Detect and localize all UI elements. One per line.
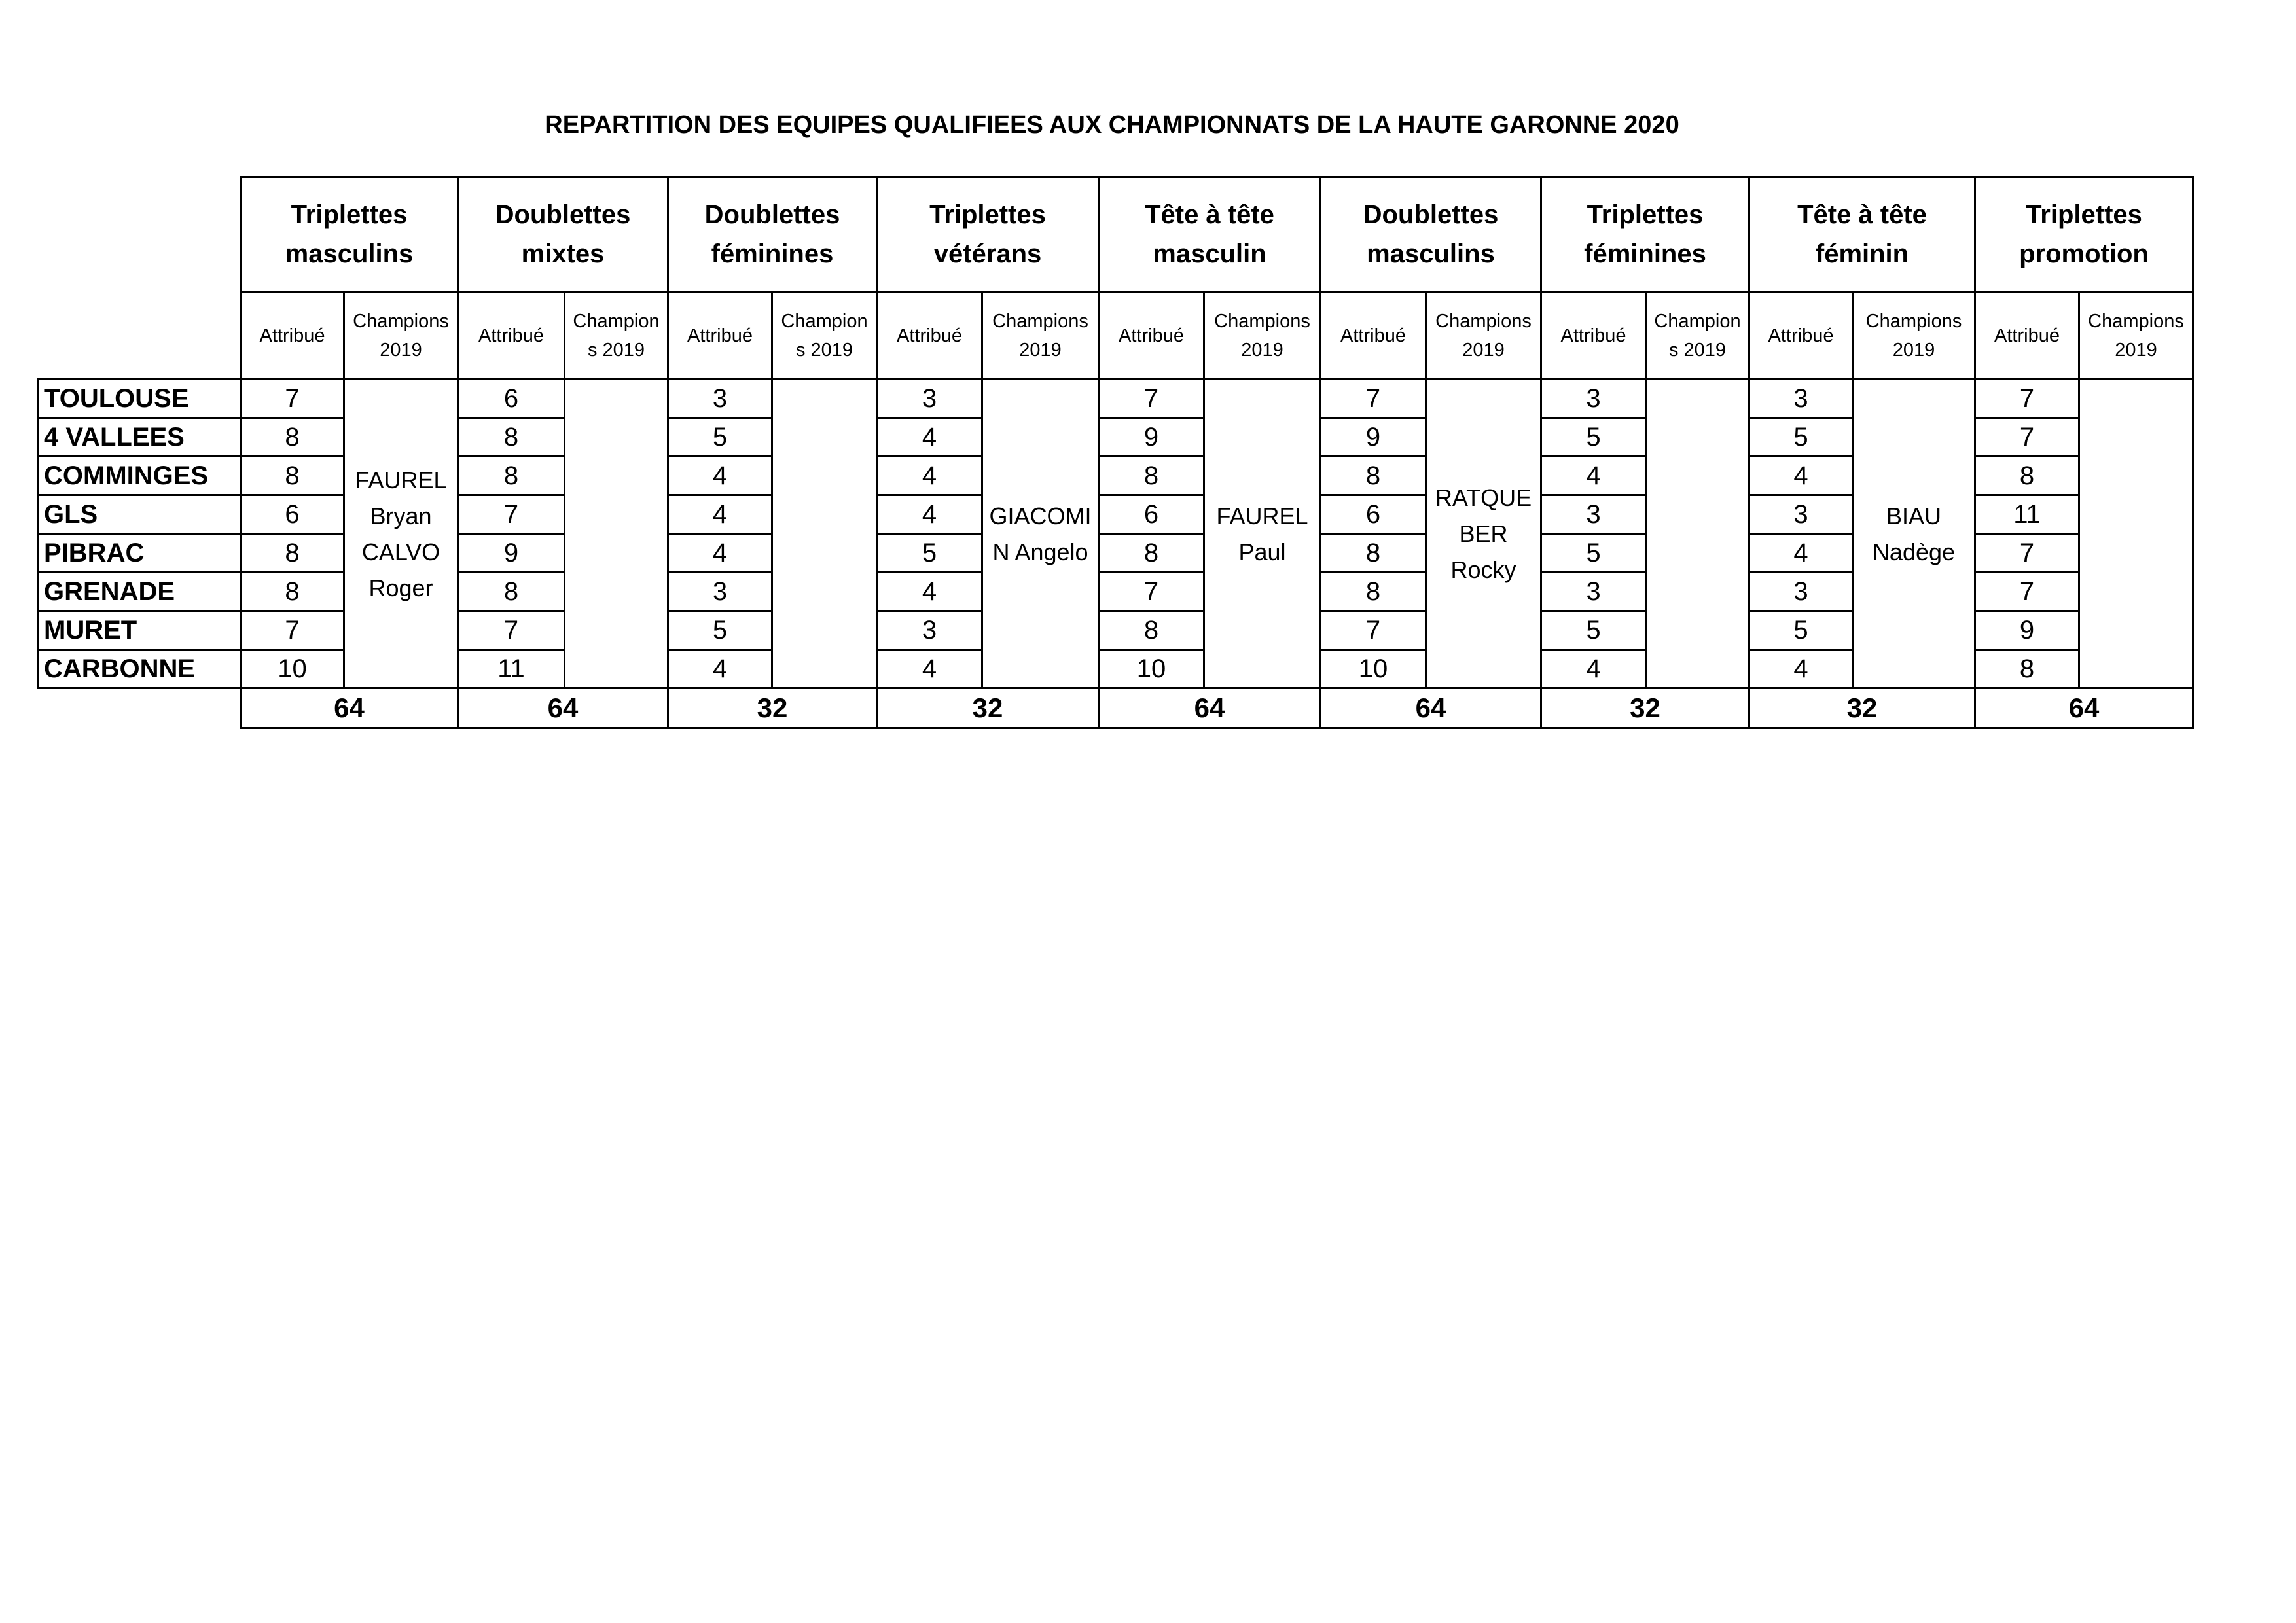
attribue-value: 8: [1975, 650, 2079, 688]
champions-2019-cell: [565, 380, 668, 688]
champions-2019-cell: [982, 380, 1099, 688]
category-title-line2: féminines: [711, 240, 834, 268]
attribue-value: 7: [458, 611, 565, 650]
attribue-header: Attribué: [668, 292, 772, 380]
attribue-header: Attribué: [1321, 292, 1426, 380]
attribue-value: 8: [458, 573, 565, 611]
attribue-value: 8: [458, 457, 565, 495]
team-name: PIBRAC: [38, 534, 241, 573]
category-total: 32: [1541, 688, 1749, 728]
category-title-line2: féminines: [1584, 240, 1706, 268]
champions-2019-cell: [772, 380, 877, 688]
category-title-line2: féminin: [1815, 240, 1909, 268]
champion-name-line: Bryan: [370, 502, 432, 529]
document-title: REPARTITION DES EQUIPES QUALIFIEES AUX CHAMPIONNATS DE LA HAUTE GARONNE 2020: [545, 111, 1679, 139]
empty-cell: [38, 688, 241, 728]
category-header: [1975, 177, 2193, 292]
attribue-value: 11: [1975, 495, 2079, 534]
champions-2019-header: Champions 2019: [1853, 292, 1975, 380]
category-title-line1: Triplettes: [1587, 200, 1704, 229]
attribue-value: 5: [1541, 418, 1646, 457]
champions-2019-cell: [344, 380, 458, 688]
attribue-value: 9: [1975, 611, 2079, 650]
category-total: 64: [1321, 688, 1541, 728]
attribue-value: 3: [1541, 380, 1646, 418]
attribue-value: 4: [877, 495, 982, 534]
team-name: GLS: [38, 495, 241, 534]
attribue-value: 8: [1321, 457, 1426, 495]
category-title-line1: Doublettes: [704, 200, 840, 229]
attribue-value: 3: [1749, 573, 1853, 611]
attribue-header: Attribué: [1541, 292, 1646, 380]
category-title-line1: Triplettes: [929, 200, 1046, 229]
champion-name-line: BER: [1459, 520, 1508, 547]
attribue-value: 8: [458, 418, 565, 457]
champions-2019-cell: [2079, 380, 2193, 688]
champion-name-line: Nadège: [1872, 538, 1956, 565]
attribue-value: 6: [1321, 495, 1426, 534]
category-total: 64: [241, 688, 458, 728]
attribue-value: 4: [668, 457, 772, 495]
attribue-header: Attribué: [1749, 292, 1853, 380]
attribue-value: 8: [241, 573, 344, 611]
category-title-line2: vétérans: [933, 240, 1042, 268]
category-title-line2: mixtes: [521, 240, 605, 268]
attribue-header: Attribué: [1975, 292, 2079, 380]
attribue-value: 5: [668, 611, 772, 650]
champions-2019-header: Champion s 2019: [772, 292, 877, 380]
champions-2019-header: Champions 2019: [344, 292, 458, 380]
category-title-line2: promotion: [2019, 240, 2149, 268]
champion-name-line: FAUREL: [355, 466, 447, 493]
attribue-value: 7: [1975, 573, 2079, 611]
category-title-line1: Triplettes: [291, 200, 408, 229]
attribue-value: 3: [877, 611, 982, 650]
category-header: [458, 177, 668, 292]
attribue-value: 7: [1321, 611, 1426, 650]
category-title-line2: masculin: [1153, 240, 1266, 268]
champion-name-line: Paul: [1238, 538, 1286, 565]
champions-2019-header: Champions 2019: [1426, 292, 1541, 380]
category-total: 64: [1975, 688, 2193, 728]
attribue-header: Attribué: [877, 292, 982, 380]
attribue-value: 8: [241, 457, 344, 495]
attribue-value: 3: [668, 380, 772, 418]
attribue-value: 4: [668, 534, 772, 573]
attribue-value: 8: [1099, 611, 1204, 650]
attribue-value: 7: [458, 495, 565, 534]
attribue-value: 8: [241, 418, 344, 457]
attribue-value: 4: [877, 650, 982, 688]
attribue-value: 10: [241, 650, 344, 688]
attribue-header: Attribué: [458, 292, 565, 380]
category-total: 32: [1749, 688, 1975, 728]
attribue-value: 4: [877, 573, 982, 611]
qualification-table: [37, 176, 2194, 729]
category-title-line1: Doublettes: [495, 200, 631, 229]
attribue-value: 7: [1975, 380, 2079, 418]
category-header: [1749, 177, 1975, 292]
champions-2019-cell: [1426, 380, 1541, 688]
attribue-value: 5: [668, 418, 772, 457]
champions-2019-cell: [1646, 380, 1749, 688]
attribue-value: 7: [241, 611, 344, 650]
attribue-value: 9: [1321, 418, 1426, 457]
subheader-row: [38, 292, 2193, 380]
team-name: COMMINGES: [38, 457, 241, 495]
category-header: [1321, 177, 1541, 292]
attribue-value: 7: [1321, 380, 1426, 418]
attribue-value: 3: [1749, 495, 1853, 534]
attribue-value: 4: [1749, 457, 1853, 495]
attribue-value: 4: [1749, 534, 1853, 573]
team-name: GRENADE: [38, 573, 241, 611]
champions-2019-header: Champions 2019: [1204, 292, 1321, 380]
attribue-value: 11: [458, 650, 565, 688]
attribue-value: 7: [241, 380, 344, 418]
attribue-header: Attribué: [1099, 292, 1204, 380]
category-header: [1541, 177, 1749, 292]
category-header-row: [38, 177, 2193, 292]
category-total: 32: [877, 688, 1099, 728]
category-total: 64: [458, 688, 668, 728]
category-title-line2: masculins: [1367, 240, 1495, 268]
attribue-value: 5: [1749, 418, 1853, 457]
attribue-value: 4: [1541, 650, 1646, 688]
attribue-value: 4: [877, 457, 982, 495]
attribue-value: 7: [1975, 534, 2079, 573]
champions-2019-header: Champions 2019: [2079, 292, 2193, 380]
attribue-value: 3: [877, 380, 982, 418]
champion-name-line: Roger: [368, 574, 433, 601]
champions-2019-header: Champion s 2019: [1646, 292, 1749, 380]
team-name: TOULOUSE: [38, 380, 241, 418]
attribue-value: 5: [877, 534, 982, 573]
attribue-value: 8: [1099, 457, 1204, 495]
category-header: [668, 177, 877, 292]
category-header: [241, 177, 458, 292]
attribue-value: 7: [1099, 380, 1204, 418]
champion-name-line: GIACOMI: [989, 502, 1092, 529]
champion-name-line: FAUREL: [1216, 502, 1308, 529]
champion-name-line: Rocky: [1450, 556, 1516, 583]
attribue-value: 7: [1099, 573, 1204, 611]
attribue-value: 10: [1099, 650, 1204, 688]
team-name: 4 VALLEES: [38, 418, 241, 457]
category-title-line1: Doublettes: [1363, 200, 1499, 229]
category-header: [1099, 177, 1321, 292]
attribue-value: 8: [1321, 534, 1426, 573]
attribue-value: 9: [1099, 418, 1204, 457]
attribue-value: 3: [1541, 573, 1646, 611]
champion-name-line: BIAU: [1886, 502, 1942, 529]
champions-2019-header: Champions 2019: [982, 292, 1099, 380]
attribue-value: 5: [1749, 611, 1853, 650]
attribue-value: 4: [668, 495, 772, 534]
attribue-value: 5: [1541, 534, 1646, 573]
attribue-value: 10: [1321, 650, 1426, 688]
champions-2019-cell: [1204, 380, 1321, 688]
category-title-line1: Tête à tête: [1797, 200, 1927, 229]
team-name: CARBONNE: [38, 650, 241, 688]
champions-2019-header: Champion s 2019: [565, 292, 668, 380]
team-row: [38, 380, 2193, 418]
attribue-value: 9: [458, 534, 565, 573]
category-header: [877, 177, 1099, 292]
attribue-value: 8: [1099, 534, 1204, 573]
attribue-header: Attribué: [241, 292, 344, 380]
totals-row: [38, 688, 2193, 728]
champion-name-line: CALVO: [361, 538, 440, 565]
attribue-value: 6: [458, 380, 565, 418]
champion-name-line: RATQUE: [1435, 484, 1532, 511]
attribue-value: 4: [877, 418, 982, 457]
attribue-value: 3: [1541, 495, 1646, 534]
category-total: 64: [1099, 688, 1321, 728]
champions-2019-cell: [1853, 380, 1975, 688]
team-name: MURET: [38, 611, 241, 650]
attribue-value: 4: [1749, 650, 1853, 688]
attribue-value: 5: [1541, 611, 1646, 650]
category-total: 32: [668, 688, 877, 728]
attribue-value: 4: [668, 650, 772, 688]
category-title-line1: Triplettes: [2026, 200, 2142, 229]
champion-name-line: N Angelo: [992, 538, 1088, 565]
attribue-value: 6: [241, 495, 344, 534]
attribue-value: 6: [1099, 495, 1204, 534]
attribue-value: 8: [1321, 573, 1426, 611]
attribue-value: 3: [668, 573, 772, 611]
attribue-value: 8: [1975, 457, 2079, 495]
empty-corner: [38, 177, 241, 292]
empty-corner: [38, 292, 241, 380]
attribue-value: 7: [1975, 418, 2079, 457]
attribue-value: 3: [1749, 380, 1853, 418]
attribue-value: 4: [1541, 457, 1646, 495]
category-title-line1: Tête à tête: [1145, 200, 1274, 229]
attribue-value: 8: [241, 534, 344, 573]
category-title-line2: masculins: [285, 240, 414, 268]
